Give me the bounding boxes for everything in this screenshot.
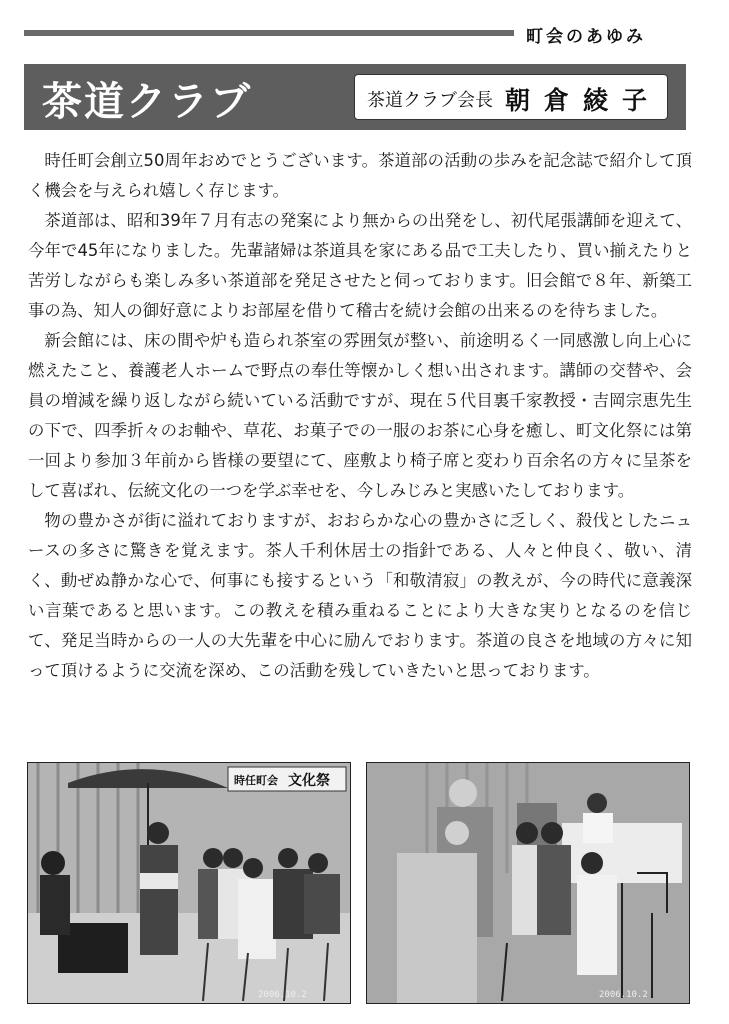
paragraph: 茶道部は、昭和39年７月有志の発案により無からの出発をし、初代尾張講師を迎えて、今年で45年になりました。先輩諸婦は茶道具を家にある品で工夫したり、買い揃えたりと苦労しながらも楽しみ多い茶道部を発足させたと伺っております。旧会館で８年、新築工事の為、知人の御好意によりお部屋を借りて稽古を続け会館の出来るのを待ちました。 [28, 211, 692, 320]
author-name: 朝倉綾子 [505, 86, 662, 115]
photo-tea-ceremony-festival [27, 762, 351, 1004]
photo-date-right: 2006.10.2 [599, 990, 648, 1000]
photo-date-left: 2006.10.2 [258, 990, 307, 1000]
page-title: 茶道クラブ [42, 79, 252, 125]
section-name: 町会のあゆみ [526, 27, 646, 47]
author-role: 茶道クラブ会長 [367, 90, 493, 111]
paragraph: 物の豊かさが街に溢れておりますが、おおらかな心の豊かさに乏しく、殺伐としたニュースの多さに驚きを覚えます。茶人千利休居士の指針である、人々と仲良く、敬い、清く、動ぜぬ静かな心で、何事にも接するという「和敬清寂」の教えが、今の時代に意義深い言葉であると思います。この教えを積み重ねることにより大きな実りとなるのを信じて、発足当時からの一人の大先輩を中心に励んでおります。茶道の良さを地域の方々に知って頂けるように交流を深め、この活動を残していきたいと思っております。 [28, 511, 692, 680]
title-band [24, 64, 686, 130]
author-box [354, 74, 668, 120]
banner-event: 文化祭 [288, 773, 330, 789]
article-body [28, 146, 692, 686]
paragraph: 時任町会創立50周年おめでとうございます。茶道部の活動の歩みを記念誌で紹介して頂く機会を与えられ嬉しく存じます。 [28, 151, 692, 200]
header-rule [24, 30, 514, 36]
paragraph: 新会館には、床の間や炉も造られ茶室の雰囲気が整い、前途明るく一同感激し向上心に燃えたこと、養護老人ホームで野点の奉仕等懐かしく想い出されます。講師の交替や、会員の増減を繰り返しながら続いている活動ですが、現在５代目裏千家教授・吉岡宗恵先生の下で、四季折々のお軸や、草花、お菓子での一服のお茶に心身を癒し、町文化祭には第一回より参加３年前から皆様の要望にて、座敷より椅子席と変わり百余名の方々に呈茶をして喜ばれ、伝統文化の一つを学ぶ幸せを、今しみじみと実感いたしております。 [28, 331, 692, 500]
banner-org: 時任町会 [234, 774, 278, 787]
photo-tea-serving [366, 762, 690, 1004]
